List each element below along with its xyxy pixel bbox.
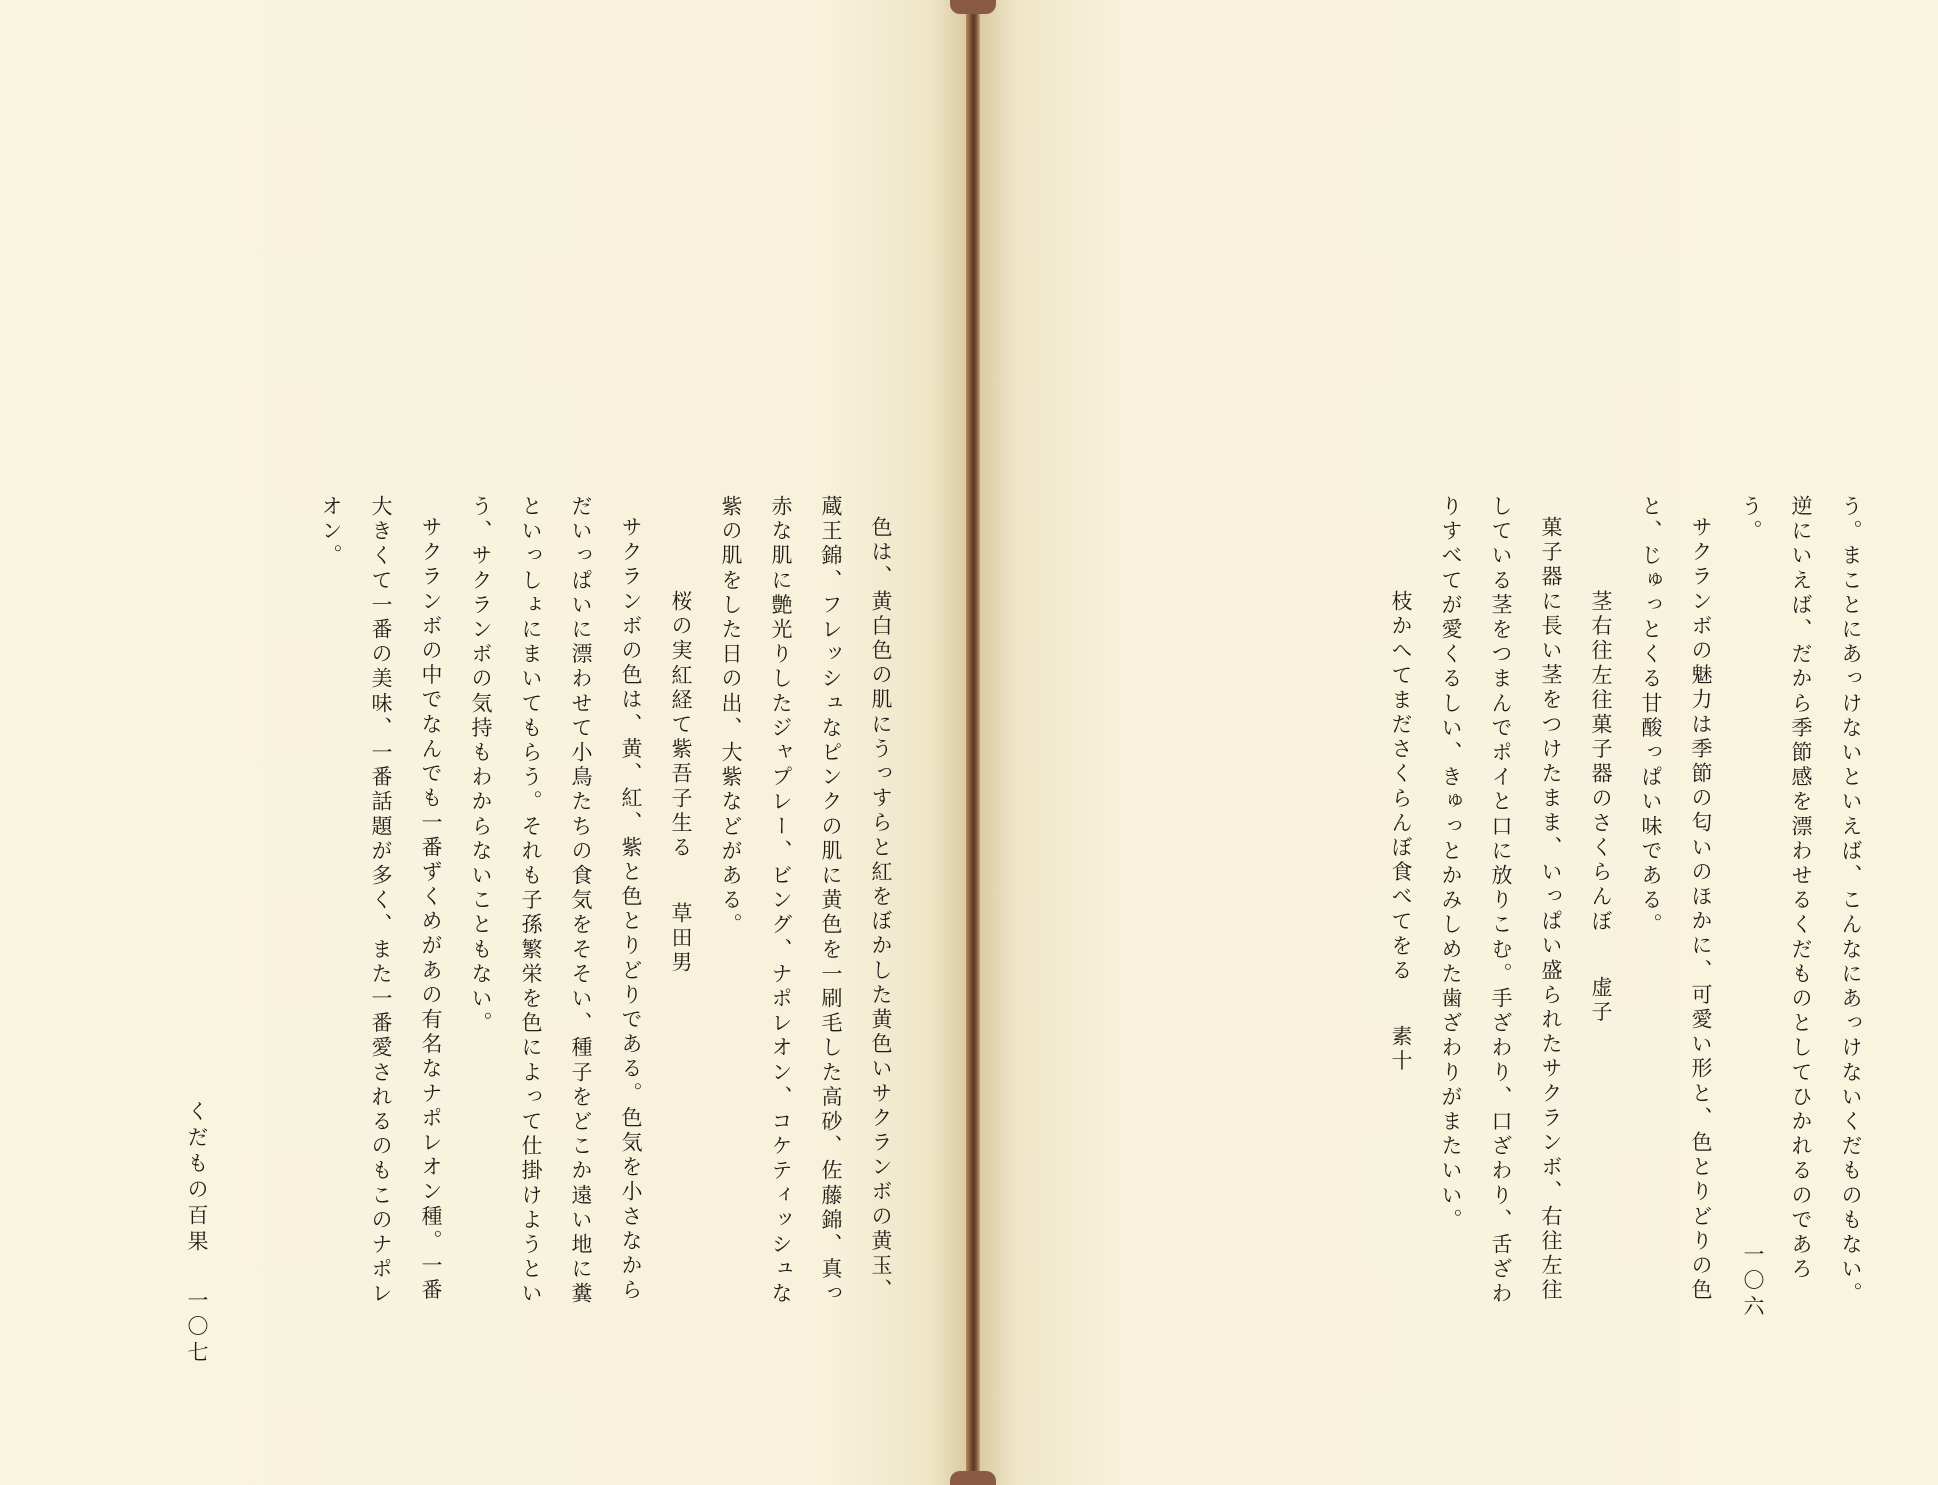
left-page-body: [306, 495, 906, 1315]
right-page-body: [1376, 495, 1876, 1315]
left-page: [0, 0, 968, 1485]
page-number-left: 一〇七: [185, 1288, 209, 1367]
left-paragraph-2: サクランボの色は、黄、紅、紫と色とりどりである。色気を小さなからだいっぱいに漂わせて小鳥たちの食気をそそい、種子をどこか遠い地に糞といっしょにまいてもらう。それも子孫繁栄を色によって仕掛けようという、サクランボの気持もわからないこともない。: [469, 495, 643, 1307]
left-paragraph-1: 色は、黄白色の肌にうっすらと紅をぼかした黄色いサクランボの黄玉、蔵王錦、フレッシュなピンクの肌に黄色を一刷毛した高砂、佐藤錦、真っ赤な肌に艶光りしたジャプレー、ビング、ナポレオン、コケティッシュな紫の肌をした日の出、大紫などがある。: [719, 495, 893, 1307]
running-head-left: [182, 1100, 212, 1367]
haiku-text: 茎右往左往菓子器のさくらんぼ: [1589, 589, 1613, 934]
binding-bottom-edge: [950, 1471, 996, 1485]
right-paragraph-1: う。まことにあっけないといえば、こんなにあっけないくだものもない。逆にいえば、だから季節感を漂わせるくだものとしてひかれるのであろう。: [1739, 495, 1863, 1307]
right-haiku-2: [1376, 495, 1426, 1315]
left-haiku-1: [656, 495, 706, 1315]
haiku-author: 草田男: [669, 902, 693, 976]
left-paragraph-3: サクランボの中でなんでも一番ずくめがあの有名なナポレオン種。一番大きくて一番の美味、一番話題が多く、また一番愛されるのもこのナポレオン。: [319, 495, 443, 1307]
book-gutter: [966, 0, 980, 1485]
right-paragraph-2: サクランボの魅力は季節の匂いのほかに、可愛い形と、色とりどりの色と、じゅっとくる甘酸っぱい味である。: [1639, 495, 1713, 1304]
haiku-author: 素十: [1389, 1025, 1413, 1075]
haiku-text: 桜の実紅経て紫吾子生る: [669, 589, 693, 861]
right-paragraph-3: 菓子器に長い茎をつけたまま、いっぱい盛られたサクランボ、右往左往している茎をつまんでポイと口に放りこむ。手ざわり、口ざわり、舌ざわりすべてが愛くるしい、きゅっとかみしめた歯ざわりがまたいい。: [1439, 495, 1563, 1307]
running-title: くだもの百果: [185, 1100, 209, 1256]
binding-top-edge: [950, 0, 996, 14]
right-page: [978, 0, 1938, 1485]
haiku-text: 枝かへてまださくらんぼ食べてをる: [1389, 589, 1413, 984]
haiku-author: 虚子: [1589, 975, 1613, 1026]
right-haiku-1: [1576, 495, 1626, 1315]
running-head-right: [1738, 1222, 1768, 1321]
page-number-right: 一〇六: [1741, 1243, 1765, 1321]
